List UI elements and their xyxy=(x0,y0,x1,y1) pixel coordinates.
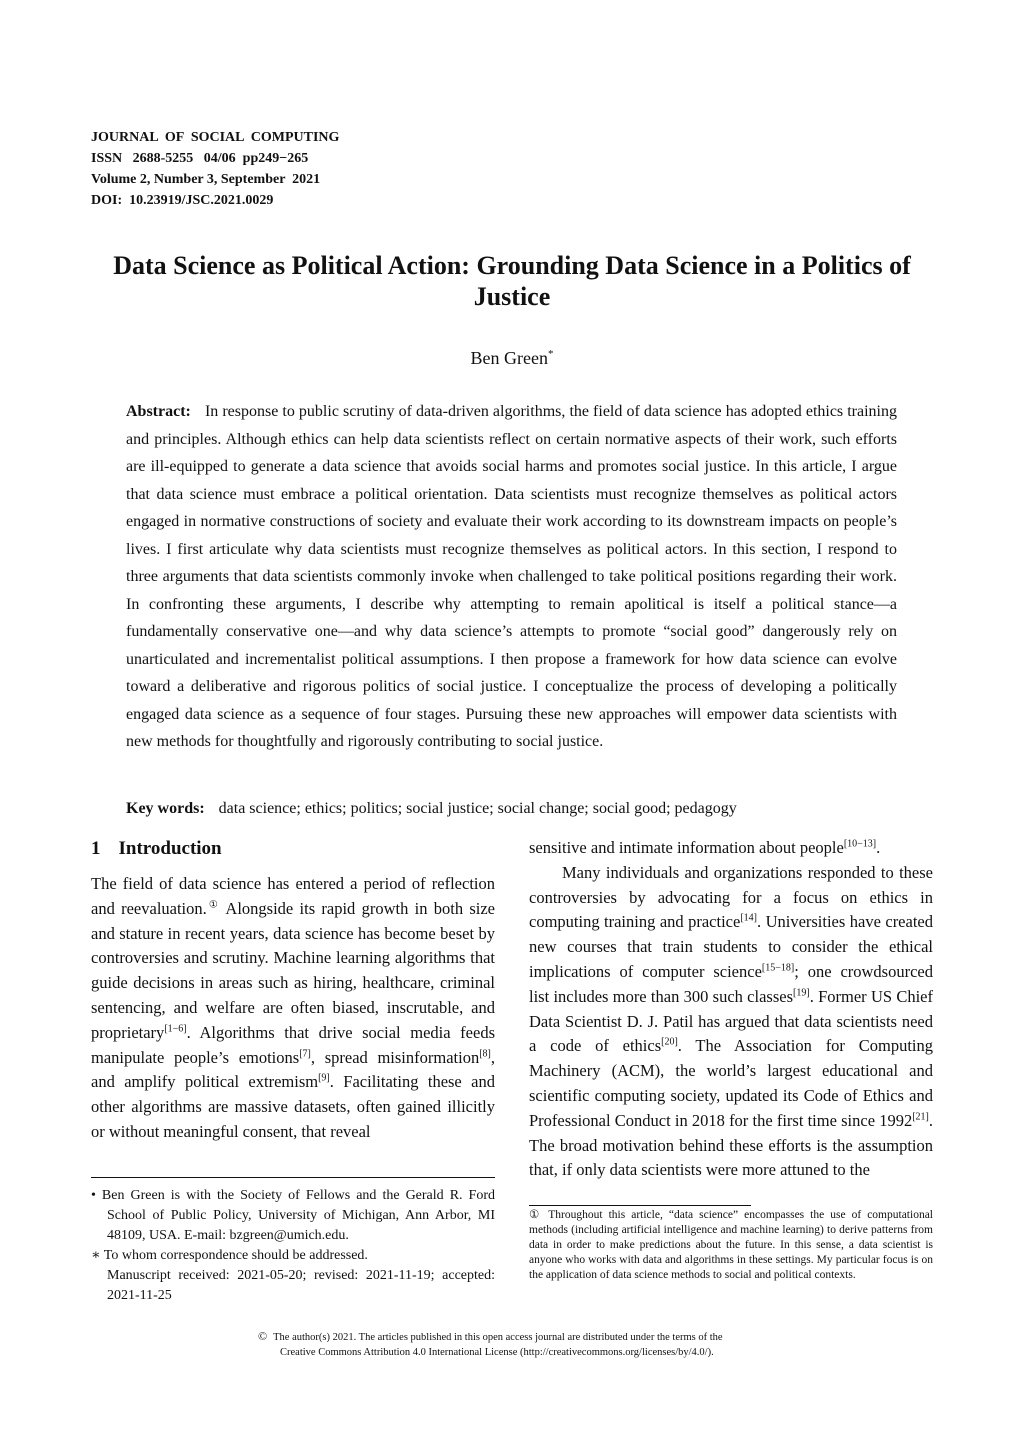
citation[interactable]: [8] xyxy=(479,1048,491,1060)
abstract-text: In response to public scrutiny of data-driven algorithms, the field of data science has adopted ethics training and principles. Although ethics can help data scientists reflect on certain normative aspects of their work, such efforts are ill-equipped to generate a data science that avoids social harms and promotes social justice. In this article, I argue that data science must embrace a political orientation. Data scientists must recognize themselves as political actors engaged in normative constructions of society and evaluate their work according to its downstream impacts on people’s lives. I first articulate why data scientists must recognize themselves as political actors. In this section, I respond to three arguments that data scientists commonly invoke when challenged to take political positions regarding their work. In confronting these arguments, I describe why attempting to remain apolitical is itself a political stance—a fundamentally conservative one—and why data science’s attempts to promote “social good” dangerously rely on unarticulated and incrementalist political assumptions. I then propose a framework for how data science can evolve toward a deliberative and rigorous politics of social justice. I conceptualize the process of developing a politically engaged data science as a sequence of four stages. Pursuing these new approaches will empower data scientists with new methods for thoughtfully and rigorously contributing to social justice. xyxy=(126,403,897,750)
text-run: . Former US Chief Data Scientist D. J. Patil has argued that data scientists need a code of ethics xyxy=(529,986,933,1056)
footnote-1: ① Throughout this article, “data science” encompasses the use of computational methods (including artificial intelligence and machine learning) to derive patterns from data in order to make predictions about the future. In this sense, a data scientist is anyone who works with data and algorithms in these settings. My particular focus is on the application of data science methods to social and political contexts. xyxy=(529,1209,933,1281)
text-run: . Universities have created new courses that train students to consider the ethical implications of computer science xyxy=(529,912,933,981)
citation[interactable]: [15−18] xyxy=(761,962,795,974)
copyright-icon: © xyxy=(258,1329,268,1343)
text-run: . xyxy=(876,838,881,857)
citation[interactable]: [21] xyxy=(912,1111,929,1123)
intro-paragraph-1-continued xyxy=(529,836,933,861)
journal-volume: Volume 2, Number 3, September 2021 xyxy=(91,172,321,187)
citation[interactable]: [20] xyxy=(661,1036,678,1048)
citation[interactable]: [19] xyxy=(793,987,810,999)
author-mark: * xyxy=(547,348,554,360)
left-column xyxy=(91,836,495,1145)
text-run: sensitive and intimate information about people xyxy=(529,838,844,857)
citation[interactable]: [14] xyxy=(740,912,757,924)
affiliation-note: • Ben Green is with the Society of Fellows and the Gerald R. Ford School of Public Policy, University of Michigan, Ann Arbor, MI 48109, USA. E-mail: bzgreen@umich.edu. xyxy=(91,1188,495,1243)
journal-issn: ISSN 2688-5255 04/06 pp249−265 xyxy=(91,151,309,166)
license-line-1: The author(s) 2021. The articles published in this open access journal are distributed under the terms of the xyxy=(273,1332,723,1343)
text-run: , and amplify political extremism xyxy=(91,1047,495,1092)
abstract-label: Abstract: xyxy=(126,403,191,420)
license-notice xyxy=(258,1329,858,1360)
journal-header xyxy=(91,127,339,211)
footnote-marker[interactable]: ① xyxy=(206,899,221,911)
author-name: Ben Green xyxy=(470,348,548,368)
intro-paragraph-2 xyxy=(529,861,933,1183)
citation[interactable]: [10−13] xyxy=(843,838,877,850)
author-line xyxy=(0,348,1024,369)
text-run: ; one crowdsourced list includes more than 300 such classes xyxy=(529,961,933,1006)
text-run: . The broad motivation behind these efforts is the assumption that, if only data scientists were more attuned to the xyxy=(529,1110,933,1180)
section-number: 1 xyxy=(91,838,101,859)
correspondence-note: ∗ To whom correspondence should be addressed. xyxy=(91,1248,368,1263)
intro-paragraph-1 xyxy=(91,872,495,1145)
text-run: . Facilitating these and other algorithms are massive datasets, often gained illicitly or without meaningful consent, that reveal xyxy=(91,1072,495,1141)
citation[interactable]: [9] xyxy=(318,1072,330,1084)
text-run: . The Association for Computing Machinery (ACM), the world’s largest educational and scientific computing society, updated its Code of Ethics and Professional Conduct in 2018 for the first time since 1992 xyxy=(529,1036,933,1130)
manuscript-dates: Manuscript received: 2021-05-20; revised: 2021-11-19; accepted: 2021-11-25 xyxy=(107,1268,495,1303)
footnote-divider xyxy=(91,1177,495,1178)
text-run: Alongside its rapid growth in both size and stature in recent years, data science has become beset by controversies and scrutiny. Machine learning algorithms that guide decisions in areas such as hiring, healthcare, criminal sentencing, and welfare are often biased, inscrutable, and proprietary xyxy=(91,898,495,1042)
section-title: Introduction xyxy=(118,838,222,859)
keywords-label: Key words: xyxy=(126,800,205,817)
text-run: Many individuals and organizations responded to these controversies by advocating for a focus on ethics in computing training and practice xyxy=(529,862,933,932)
paper-title: Data Science as Political Action: Grounding Data Science in a Politics of Justice xyxy=(113,251,911,311)
text-run: , spread misinformation xyxy=(310,1047,480,1067)
text-run: . Algorithms that drive social media feeds manipulate people’s emotions xyxy=(91,1022,495,1067)
right-column xyxy=(529,836,933,1183)
journal-name: JOURNAL OF SOCIAL COMPUTING xyxy=(91,130,340,145)
abstract xyxy=(126,398,897,756)
license-line-2: Creative Commons Attribution 4.0 International License (http://creativecommons.org/licenses/by/4.0/). xyxy=(280,1347,714,1358)
author-notes xyxy=(91,1186,495,1306)
footnote-divider xyxy=(529,1205,751,1206)
text-run: The field of data science has entered a period of reflection and reevaluation. xyxy=(91,874,495,918)
citation[interactable]: [1−6] xyxy=(164,1023,187,1035)
journal-doi: DOI: 10.23919/JSC.2021.0029 xyxy=(91,193,274,208)
keywords-text: data science; ethics; politics; social justice; social change; social good; pedagogy xyxy=(218,800,737,817)
citation[interactable]: [7] xyxy=(299,1048,311,1060)
keywords xyxy=(126,797,897,821)
section-heading xyxy=(91,836,495,862)
